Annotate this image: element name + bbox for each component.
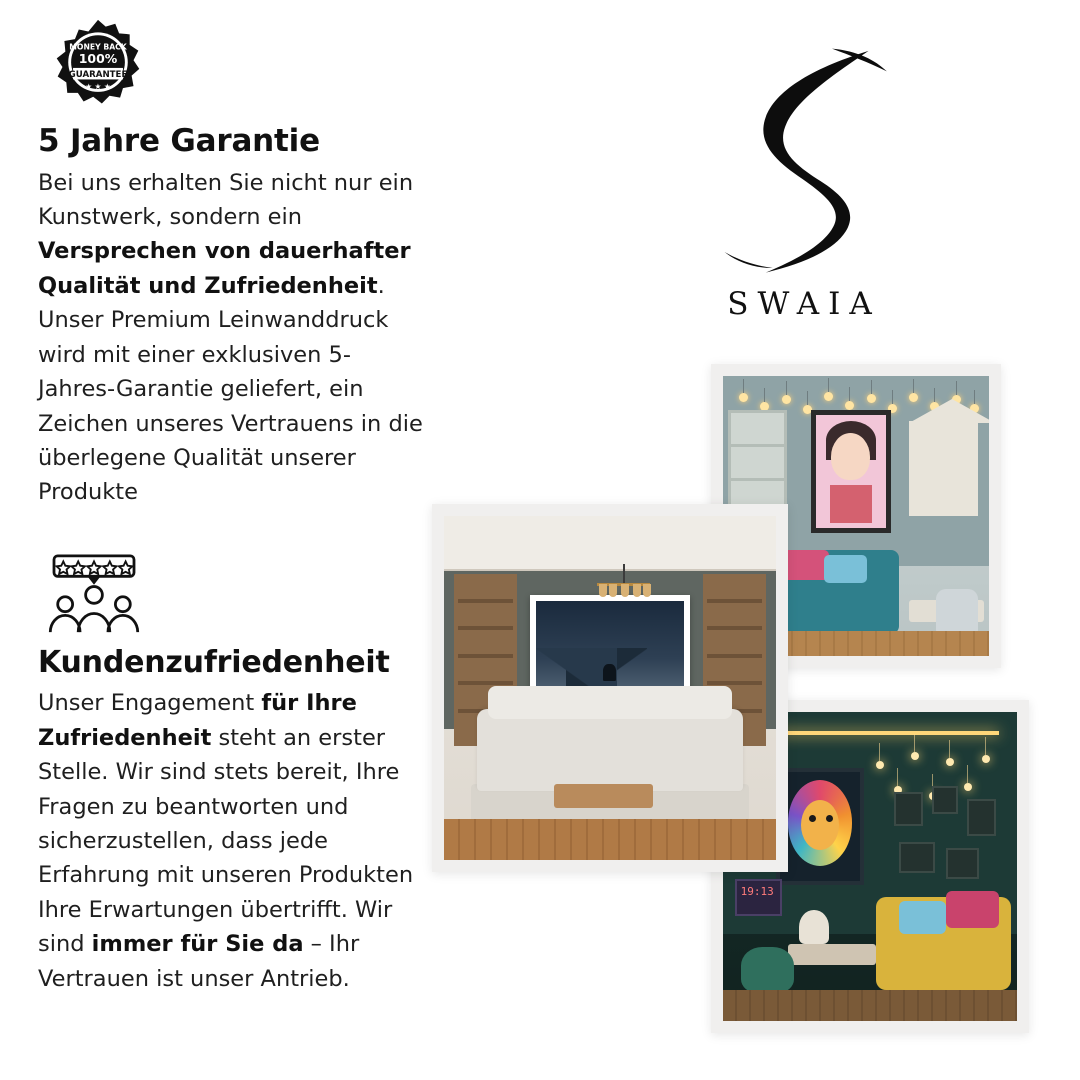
canvas-artwork-anime: [811, 410, 891, 533]
svg-text:GUARANTEE: GUARANTEE: [68, 70, 128, 81]
canvas-artwork-lion: [776, 768, 864, 885]
satisfaction-paragraph: Unser Engagement für Ihre Zufriedenheit steht an erster Stelle. Wir sind stets bereit, Ihre Fragen zu beantworten und sicherzustellen, dass jede Erfahrung mit unseren Produkten Ihre Erwartungen übertrifft. Wir sind immer für Sie da – Ihr Vertrauen ist unser Antrieb.: [38, 690, 414, 992]
brand-logo: [650, 44, 950, 344]
warranty-paragraph: Bei uns erhalten Sie nicht nur ein Kunstwerk, sondern ein Versprechen von dauerhafter Qualität und Zufriedenheit. Unser Premium Leinwanddruck wird mit einer exklusiven 5-Jahres-Garantie geliefert, ein Zeichen unseres Vertrauens in die überlegene Qualität unserer Produkte: [38, 169, 423, 506]
money-back-guarantee-icon: [50, 18, 146, 114]
living-room-illustration: [444, 516, 776, 860]
customer-satisfaction-icon: [42, 554, 146, 634]
svg-text:★ ★ ★: ★ ★ ★: [85, 82, 111, 92]
warranty-block: [38, 18, 438, 510]
svg-text:100%: 100%: [78, 51, 118, 67]
ceiling-lamp: [597, 564, 650, 605]
svg-text:MONEY BACK: MONEY BACK: [69, 42, 127, 52]
swaia-s-logo-icon: [685, 44, 915, 284]
satisfaction-block: [38, 554, 438, 996]
product-photo-living-room[interactable]: [432, 504, 788, 872]
brand-name: SWAIA: [727, 286, 881, 322]
satisfaction-title: Kundenzufriedenheit: [38, 644, 390, 680]
digital-clock: 19:13: [740, 885, 774, 899]
left-content-column: [38, 18, 438, 996]
warranty-title: 5 Jahre Garantie: [38, 123, 320, 159]
